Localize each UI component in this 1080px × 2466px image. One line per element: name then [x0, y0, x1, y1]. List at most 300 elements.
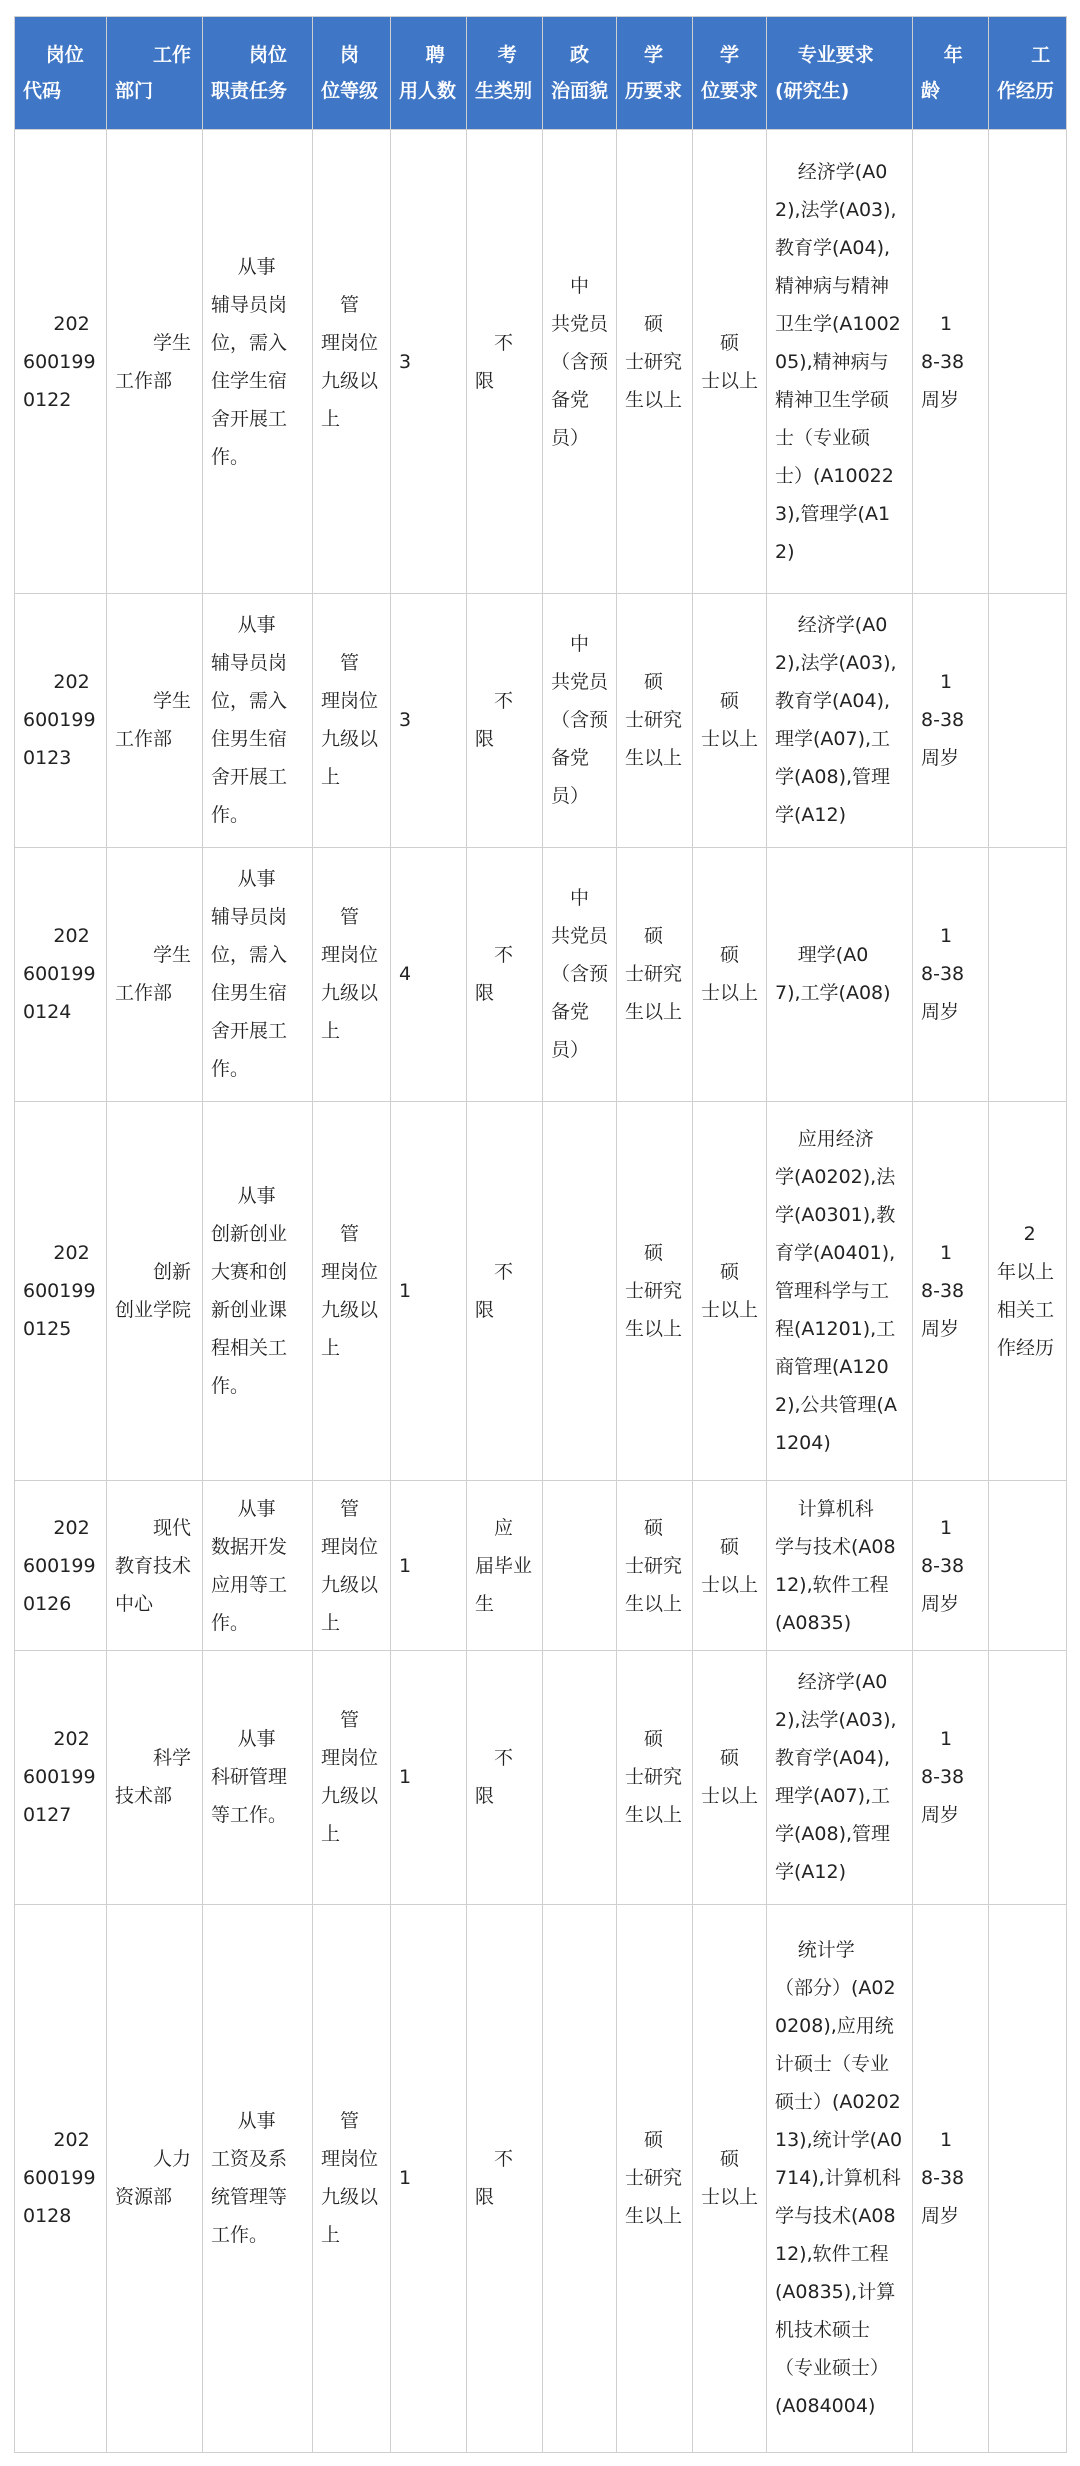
cell-line: 士研究	[625, 1279, 683, 1302]
cell-line: 九级以	[321, 982, 379, 1005]
job-posting-table	[14, 16, 1067, 2453]
cell-line: 计算机科	[797, 1497, 874, 1520]
cell-line: 限	[475, 2186, 495, 2209]
cell-line: 共党员	[551, 671, 609, 694]
cell-line: 九级以	[321, 1785, 379, 1808]
cell-line: 作。	[211, 804, 250, 827]
cell-line: 士研究	[625, 2167, 683, 2190]
cell-line: 管	[340, 652, 360, 675]
cell-line: 工作部	[115, 728, 173, 751]
cell-line: 不	[494, 1260, 514, 1283]
cell-line: （含预	[551, 963, 609, 986]
cell-headcount	[391, 1650, 467, 1904]
cell-education	[617, 1101, 693, 1481]
cell-candidate-type	[467, 1904, 543, 2452]
cell-work-experience	[989, 1650, 1067, 1904]
cell-line: 用人数	[399, 80, 457, 102]
cell-line: 1	[399, 1279, 412, 1302]
cell-line: 生以上	[625, 2205, 683, 2228]
cell-political-status	[543, 847, 617, 1101]
cell-line: 九级以	[321, 1298, 379, 1321]
cell-line: 从事	[237, 2110, 276, 2133]
cell-education	[617, 847, 693, 1101]
cell-line: 周岁	[921, 388, 960, 411]
cell-line: 共党员	[551, 925, 609, 948]
cell-line: 理岗位	[321, 1260, 379, 1283]
cell-line: 从事	[237, 255, 276, 278]
cell-line: 理岗位	[321, 944, 379, 967]
cell-line: 不	[494, 690, 514, 713]
cell-line: 不	[494, 331, 514, 354]
cell-line: 1	[940, 1728, 953, 1751]
cell-line: 经济学(A0	[797, 614, 888, 637]
cell-line: 士以上	[701, 1573, 759, 1596]
cell-line: 硕	[644, 2129, 664, 2152]
cell-major-requirement	[767, 130, 913, 594]
header-work-experience	[989, 17, 1067, 130]
cell-post-code	[15, 847, 107, 1101]
cell-line: (A0835),计算	[775, 2281, 896, 2304]
cell-line: 备党	[551, 1001, 590, 1024]
cell-duties	[203, 1101, 313, 1481]
cell-line: 员）	[551, 785, 590, 808]
cell-duties	[203, 594, 313, 848]
cell-line: 作。	[211, 1611, 250, 1634]
table-row	[15, 594, 1067, 848]
cell-department	[107, 1101, 203, 1481]
cell-line: 硕	[720, 1260, 740, 1283]
table-row	[15, 130, 1067, 594]
cell-line: 创新创业	[211, 1222, 288, 1245]
cell-line: 历要求	[625, 80, 683, 102]
cell-line: 卫生学(A1002	[775, 312, 901, 335]
cell-line: 0126	[23, 1592, 72, 1615]
cell-line: 共党员	[551, 312, 609, 335]
cell-line: 机技术硕士	[775, 2319, 871, 2342]
cell-line: 8-38	[921, 1766, 965, 1789]
cell-line: 周岁	[921, 2205, 960, 2228]
cell-line: 限	[475, 1298, 495, 1321]
cell-line: 工资及系	[211, 2148, 288, 2171]
cell-line: 600199	[23, 1279, 96, 1302]
cell-line: 202	[53, 1516, 90, 1539]
cell-line: 位，需入	[211, 331, 288, 354]
cell-duties	[203, 1481, 313, 1650]
cell-line: 2),法学(A03),	[775, 1709, 897, 1732]
cell-line: 技术部	[115, 1785, 173, 1808]
cell-line: 硕	[720, 944, 740, 967]
cell-line: 工作	[153, 44, 192, 66]
cell-line: 创业学院	[115, 1298, 192, 1321]
cell-post-level	[313, 1481, 391, 1650]
cell-department	[107, 1650, 203, 1904]
cell-line: 600199	[23, 1766, 96, 1789]
cell-line: 0125	[23, 1317, 72, 1340]
cell-candidate-type	[467, 1101, 543, 1481]
cell-line: 士以上	[701, 982, 759, 1005]
cell-line: 硕士）(A0202	[775, 2091, 901, 2114]
cell-line: 舍开展工	[211, 766, 288, 789]
cell-line: 科研管理	[211, 1766, 288, 1789]
cell-line: 学	[644, 44, 664, 66]
cell-line: 生以上	[625, 1317, 683, 1340]
header-duties	[203, 17, 313, 130]
cell-line: 九级以	[321, 2186, 379, 2209]
cell-line: 7),工学(A08)	[775, 982, 891, 1005]
header-post-level	[313, 17, 391, 130]
cell-line: 管理科学与工	[775, 1279, 890, 1302]
cell-line: 714),计算机科	[775, 2167, 901, 2190]
table-header-row	[15, 17, 1067, 130]
cell-duties	[203, 130, 313, 594]
header-education	[617, 17, 693, 130]
cell-line: 数据开发	[211, 1535, 288, 1558]
cell-line: 理岗位	[321, 690, 379, 713]
cell-line: 中	[570, 887, 590, 910]
cell-work-experience	[989, 847, 1067, 1101]
cell-line: 工	[1031, 44, 1051, 66]
cell-line: 硕	[644, 671, 664, 694]
cell-age	[913, 130, 989, 594]
cell-line: 生以上	[625, 388, 683, 411]
cell-education	[617, 1481, 693, 1650]
cell-line: 士研究	[625, 963, 683, 986]
cell-line: 12),软件工程	[775, 1573, 889, 1596]
cell-line: 0124	[23, 1001, 72, 1024]
cell-line: 限	[475, 728, 495, 751]
cell-line: 九级以	[321, 728, 379, 751]
cell-education	[617, 1650, 693, 1904]
cell-line: 硕	[644, 1241, 664, 1264]
cell-line: 九级以	[321, 369, 379, 392]
cell-line: 8-38	[921, 709, 965, 732]
header-headcount	[391, 17, 467, 130]
cell-line: 202	[53, 925, 90, 948]
cell-duties	[203, 1904, 313, 2452]
cell-line: 程(A1201),工	[775, 1317, 896, 1340]
cell-line: 员）	[551, 1039, 590, 1062]
cell-post-level	[313, 130, 391, 594]
cell-major-requirement	[767, 1481, 913, 1650]
cell-line: 1	[399, 1554, 412, 1577]
cell-department	[107, 1904, 203, 2452]
cell-duties	[203, 1650, 313, 1904]
cell-headcount	[391, 594, 467, 848]
cell-post-code	[15, 1904, 107, 2452]
cell-line: 治面貌	[551, 80, 609, 102]
cell-political-status	[543, 1101, 617, 1481]
cell-line: （部分）(A02	[775, 1977, 896, 2000]
cell-line: 经济学(A0	[797, 160, 888, 183]
cell-candidate-type	[467, 130, 543, 594]
cell-line: 学(A08),管理	[775, 766, 891, 789]
cell-line: 1	[399, 1766, 412, 1789]
table-row	[15, 1481, 1067, 1650]
cell-line: 统计学	[797, 1939, 855, 1962]
cell-line: 教育技术	[115, 1554, 192, 1577]
cell-work-experience	[989, 130, 1067, 594]
cell-post-code	[15, 594, 107, 848]
cell-line: 作经历	[997, 80, 1055, 102]
cell-line: 1	[940, 671, 953, 694]
cell-line: 精神病与精神	[775, 274, 890, 297]
cell-line: 工作。	[211, 2224, 269, 2247]
cell-line: 硕	[644, 1516, 664, 1539]
cell-line: 2),法学(A03),	[775, 198, 897, 221]
cell-line: 上	[321, 407, 341, 430]
cell-line: 代码	[23, 80, 62, 102]
cell-department	[107, 130, 203, 594]
cell-line: （专业硕士）	[775, 2357, 890, 2380]
cell-line: 理岗位	[321, 1535, 379, 1558]
header-political-status	[543, 17, 617, 130]
cell-line: 考	[497, 44, 517, 66]
cell-line: 周岁	[921, 747, 960, 770]
cell-line: 学(A08),管理	[775, 1823, 891, 1846]
cell-line: 部门	[115, 80, 154, 102]
cell-line: 上	[321, 2224, 341, 2247]
cell-line: 不	[494, 944, 514, 967]
cell-line: 1	[940, 312, 953, 335]
cell-line: 计硕士（专业	[775, 2053, 890, 2076]
cell-line: 员）	[551, 426, 590, 449]
cell-education	[617, 130, 693, 594]
cell-line: 聘	[425, 44, 445, 66]
cell-line: 备党	[551, 747, 590, 770]
header-post-code	[15, 17, 107, 130]
cell-line: 等工作。	[211, 1804, 288, 1827]
cell-line: 硕	[644, 1728, 664, 1751]
cell-age	[913, 1481, 989, 1650]
cell-line: 职责任务	[211, 80, 288, 102]
cell-line: 住男生宿	[211, 728, 288, 751]
cell-line: 限	[475, 982, 495, 1005]
cell-line: 4	[399, 963, 412, 986]
cell-line: 202	[53, 671, 90, 694]
cell-post-level	[313, 1101, 391, 1481]
cell-line: 士以上	[701, 1785, 759, 1808]
cell-line: （含预	[551, 350, 609, 373]
cell-line: 九级以	[321, 1573, 379, 1596]
cell-line: 理岗位	[321, 2148, 379, 2171]
cell-line: 生类别	[475, 80, 533, 102]
cell-line: 1	[940, 2129, 953, 2152]
cell-line: 05),精神病与	[775, 350, 889, 373]
cell-line: 1	[399, 2167, 412, 2190]
cell-line: 相关工	[997, 1298, 1055, 1321]
cell-line: 周岁	[921, 1804, 960, 1827]
cell-work-experience	[989, 1481, 1067, 1650]
cell-line: 上	[321, 766, 341, 789]
cell-line: 中	[570, 274, 590, 297]
header-major-requirement	[767, 17, 913, 130]
cell-line: 辅导员岗	[211, 652, 288, 675]
cell-line: 202	[53, 312, 90, 335]
cell-line: 教育学(A04),	[775, 690, 891, 713]
cell-candidate-type	[467, 594, 543, 848]
cell-political-status	[543, 1904, 617, 2452]
cell-degree	[693, 1904, 767, 2452]
cell-line: 生	[475, 1592, 495, 1615]
cell-line: 1	[940, 925, 953, 948]
cell-line: 从事	[237, 1184, 276, 1207]
cell-age	[913, 1101, 989, 1481]
cell-line: 管	[340, 1497, 360, 1520]
cell-line: 应	[494, 1516, 514, 1539]
cell-line: 上	[321, 1823, 341, 1846]
cell-line: 士以上	[701, 2186, 759, 2209]
cell-line: 1	[940, 1516, 953, 1539]
cell-department	[107, 1481, 203, 1650]
cell-post-level	[313, 1904, 391, 2452]
cell-line: 生以上	[625, 1592, 683, 1615]
cell-post-level	[313, 847, 391, 1101]
cell-line: 3),管理学(A12)	[775, 502, 891, 563]
cell-line: 管	[340, 1222, 360, 1245]
cell-line: 备党	[551, 388, 590, 411]
header-age	[913, 17, 989, 130]
cell-age	[913, 1904, 989, 2452]
cell-major-requirement	[767, 1904, 913, 2452]
cell-line: 学(A0202),法	[775, 1165, 896, 1188]
cell-line: 工作部	[115, 369, 173, 392]
cell-line: 生以上	[625, 747, 683, 770]
cell-line: 住学生宿	[211, 369, 288, 392]
cell-duties	[203, 847, 313, 1101]
cell-line: 管	[340, 293, 360, 316]
cell-line: 岗	[340, 44, 360, 66]
cell-line: （含预	[551, 709, 609, 732]
cell-political-status	[543, 130, 617, 594]
table-row	[15, 847, 1067, 1101]
cell-degree	[693, 130, 767, 594]
cell-line: 0208),应用统	[775, 2015, 894, 2038]
cell-line: 硕	[720, 2148, 740, 2171]
cell-line: 士以上	[701, 1298, 759, 1321]
cell-line: 从事	[237, 614, 276, 637]
cell-line: 管	[340, 2110, 360, 2133]
cell-line: 1	[940, 1241, 953, 1264]
cell-line: 0123	[23, 747, 72, 770]
cell-line: 应用等工	[211, 1573, 288, 1596]
cell-line: 资源部	[115, 2186, 173, 2209]
cell-line: 学生	[153, 944, 192, 967]
cell-line: 年以上	[997, 1260, 1055, 1283]
cell-line: 8-38	[921, 963, 965, 986]
cell-headcount	[391, 1481, 467, 1650]
cell-line: 不	[494, 1747, 514, 1770]
cell-line: 应用经济	[797, 1127, 874, 1150]
cell-line: 政	[570, 44, 590, 66]
cell-line: 3	[399, 350, 412, 373]
cell-degree	[693, 1101, 767, 1481]
cell-degree	[693, 1481, 767, 1650]
cell-line: 专业要求	[797, 44, 874, 66]
cell-line: 限	[475, 369, 495, 392]
cell-candidate-type	[467, 1650, 543, 1904]
cell-line: 作。	[211, 1058, 250, 1081]
cell-line: 生以上	[625, 1001, 683, 1024]
cell-headcount	[391, 130, 467, 594]
cell-line: 届毕业	[475, 1554, 533, 1577]
cell-line: 学(A12)	[775, 804, 846, 827]
cell-line: 1204)	[775, 1431, 831, 1454]
cell-line: 作。	[211, 1374, 250, 1397]
cell-education	[617, 1904, 693, 2452]
cell-political-status	[543, 1650, 617, 1904]
cell-department	[107, 594, 203, 848]
cell-line: 辅导员岗	[211, 906, 288, 929]
cell-political-status	[543, 594, 617, 848]
cell-line: 中	[570, 633, 590, 656]
cell-line: 士（专业硕	[775, 426, 871, 449]
cell-line: 3	[399, 709, 412, 732]
cell-line: 学生	[153, 331, 192, 354]
cell-line: 作。	[211, 445, 250, 468]
cell-line: 理岗位	[321, 1747, 379, 1770]
cell-line: 龄	[921, 80, 941, 102]
cell-line: 学与技术(A08	[775, 2205, 896, 2228]
cell-line: 202	[53, 1241, 90, 1264]
cell-line: 0122	[23, 388, 72, 411]
cell-line: 程相关工	[211, 1336, 288, 1359]
cell-line: 周岁	[921, 1317, 960, 1340]
cell-line: 从事	[237, 868, 276, 891]
cell-major-requirement	[767, 1650, 913, 1904]
cell-line: 上	[321, 1611, 341, 1634]
cell-line: 限	[475, 1785, 495, 1808]
cell-line: 精神卫生学硕	[775, 388, 890, 411]
cell-post-level	[313, 1650, 391, 1904]
cell-line: 位要求	[701, 80, 759, 102]
cell-line: 600199	[23, 350, 96, 373]
cell-line: 硕	[720, 1747, 740, 1770]
cell-line: 202	[53, 1728, 90, 1751]
cell-line: 工作部	[115, 982, 173, 1005]
cell-line: (研究生)	[775, 80, 850, 102]
cell-major-requirement	[767, 594, 913, 848]
cell-line: 0128	[23, 2205, 72, 2228]
cell-department	[107, 847, 203, 1101]
header-degree	[693, 17, 767, 130]
cell-headcount	[391, 847, 467, 1101]
cell-age	[913, 847, 989, 1101]
cell-degree	[693, 847, 767, 1101]
header-department	[107, 17, 203, 130]
cell-line: 不	[494, 2148, 514, 2171]
cell-line: 202	[53, 2129, 90, 2152]
cell-degree	[693, 594, 767, 848]
cell-line: 硕	[644, 312, 664, 335]
cell-line: 8-38	[921, 2167, 965, 2190]
cell-major-requirement	[767, 847, 913, 1101]
cell-line: 舍开展工	[211, 1020, 288, 1043]
cell-line: 士研究	[625, 1766, 683, 1789]
cell-line: 年	[943, 44, 963, 66]
cell-line: 学(A12)	[775, 1861, 846, 1884]
cell-line: 现代	[153, 1516, 192, 1539]
cell-post-level	[313, 594, 391, 848]
cell-headcount	[391, 1101, 467, 1481]
cell-line: 硕	[644, 925, 664, 948]
cell-line: 2	[1023, 1222, 1036, 1245]
cell-candidate-type	[467, 1481, 543, 1650]
cell-line: 岗位	[45, 44, 84, 66]
cell-line: 8-38	[921, 1279, 965, 1302]
cell-line: 学(A0301),教	[775, 1203, 896, 1226]
cell-work-experience	[989, 1904, 1067, 2452]
table-row	[15, 1650, 1067, 1904]
